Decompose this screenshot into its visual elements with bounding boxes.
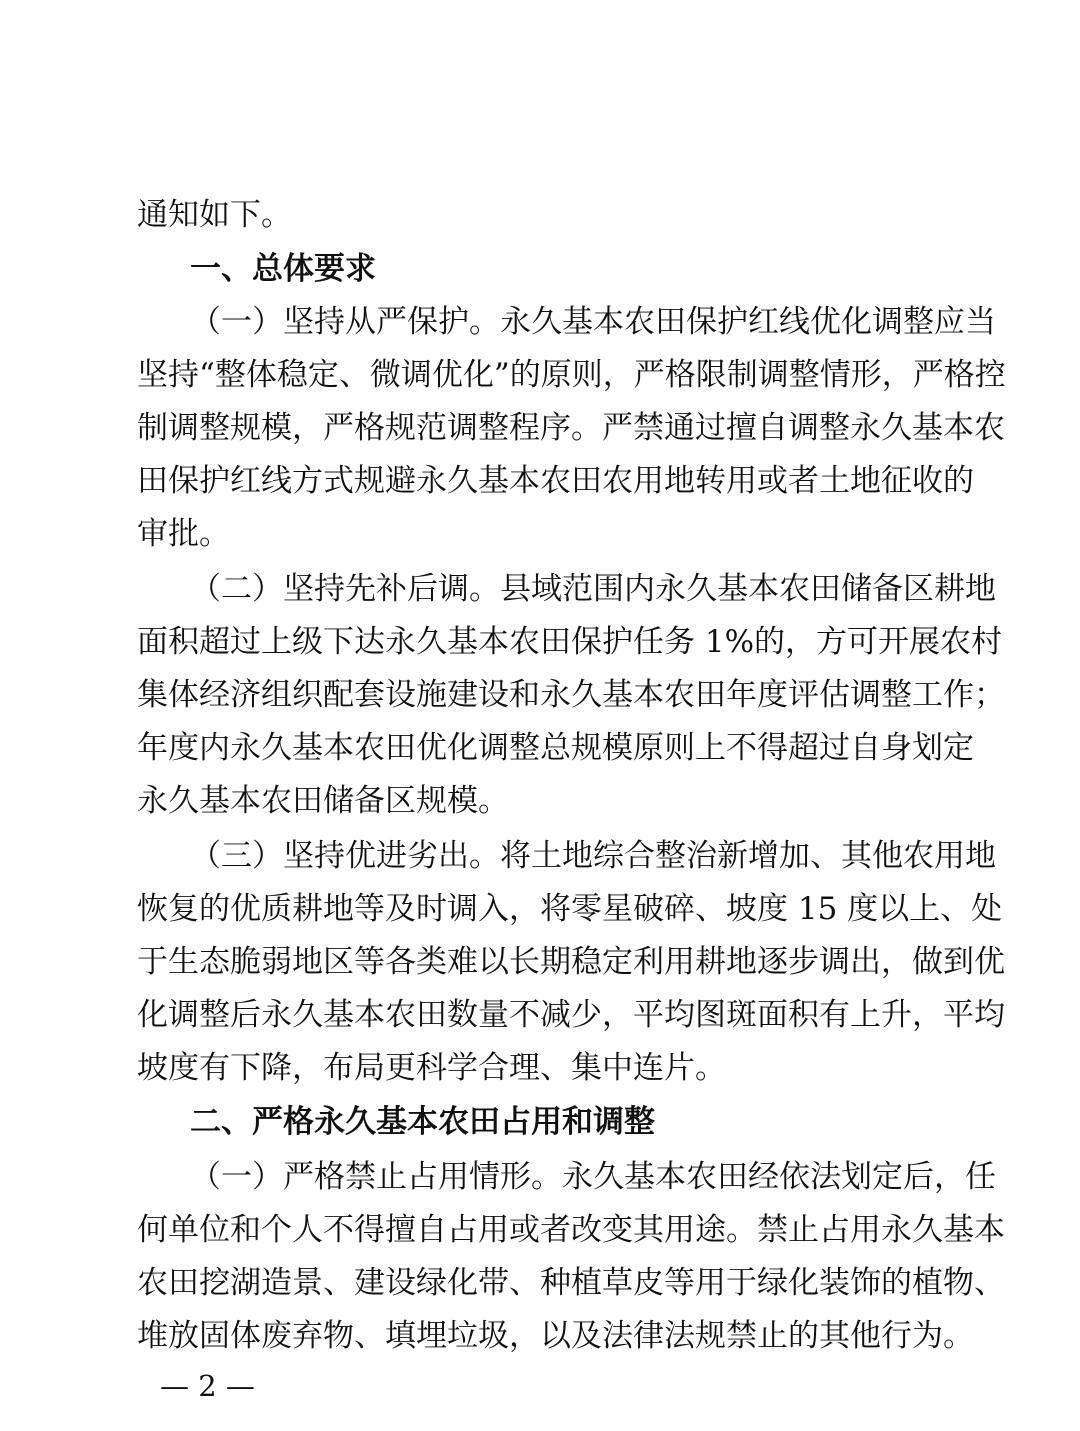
paragraph-line: （三）坚持优进劣出。将土地综合整治新增加、其他农用地 xyxy=(190,838,996,874)
page-number: — 2 — xyxy=(160,1369,255,1403)
paragraph-line: 集体经济组织配套设施建设和永久基本农田年度评估调整工作； xyxy=(137,677,1005,713)
paragraph-line: 何单位和个人不得擅自占用或者改变其用途。禁止占用永久基本 xyxy=(137,1212,1005,1248)
section-heading-2: 二、严格永久基本农田占用和调整 xyxy=(190,1104,655,1140)
paragraph-line: 恢复的优质耕地等及时调入，将零星破碎、坡度 15 度以上、处 xyxy=(137,891,1003,927)
section-heading-1: 一、总体要求 xyxy=(190,251,376,287)
paragraph-line: 农田挖湖造景、建设绿化带、种植草皮等用于绿化装饰的植物、 xyxy=(137,1265,1005,1301)
paragraph-line: （二）坚持先补后调。县域范围内永久基本农田储备区耕地 xyxy=(190,571,996,607)
paragraph-line: 年度内永久基本农田优化调整总规模原则上不得超过自身划定 xyxy=(137,730,974,766)
paragraph-line: 通知如下。 xyxy=(137,197,292,233)
paragraph-line: 面积超过上级下达永久基本农田保护任务 1%的，方可开展农村 xyxy=(137,624,1003,660)
paragraph-line: 田保护红线方式规避永久基本农田农用地转用或者土地征收的 xyxy=(137,463,974,499)
paragraph-line: 永久基本农田储备区规模。 xyxy=(137,783,509,819)
paragraph-line: 化调整后永久基本农田数量不减少，平均图斑面积有上升，平均 xyxy=(137,997,1005,1033)
paragraph-line: （一）坚持从严保护。永久基本农田保护红线优化调整应当 xyxy=(190,304,996,340)
paragraph-line: （一）严格禁止占用情形。永久基本农田经依法划定后，任 xyxy=(190,1159,996,1195)
paragraph-line: 坡度有下降，布局更科学合理、集中连片。 xyxy=(137,1050,726,1086)
paragraph-line: 制调整规模，严格规范调整程序。严禁通过擅自调整永久基本农 xyxy=(137,410,1005,446)
paragraph-line: 审批。 xyxy=(137,516,230,552)
paragraph-line: 堆放固体废弃物、填埋垃圾，以及法律法规禁止的其他行为。 xyxy=(137,1318,974,1354)
paragraph-line: 于生态脆弱地区等各类难以长期稳定利用耕地逐步调出，做到优 xyxy=(137,944,1005,980)
paragraph-line: 坚持“整体稳定、微调优化”的原则，严格限制调整情形，严格控 xyxy=(137,357,1006,393)
